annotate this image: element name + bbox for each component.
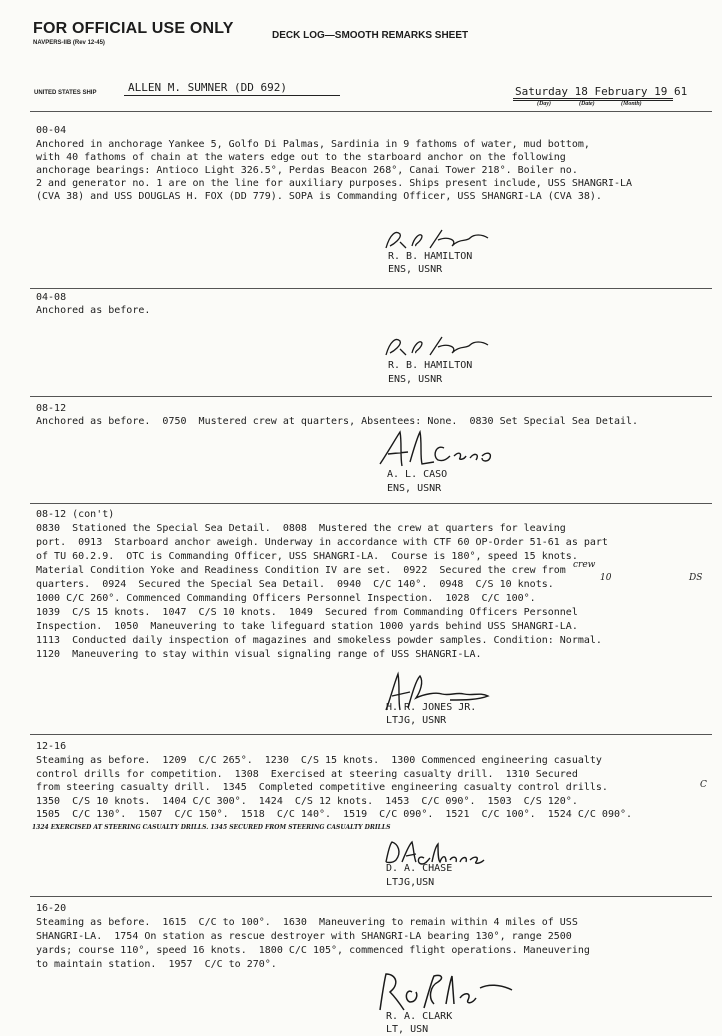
ship-label: UNITED STATES SHIP: [34, 90, 97, 96]
log-line: Steaming as before. 1209 C/C 265°. 1230 C/S 15 knots. 1300 Commenced engineering casualty: [36, 755, 602, 766]
watch-divider: [30, 396, 712, 397]
log-line: from steering casualty drill. 1345 Completed competitive engineering casualty control drills.: [36, 782, 608, 793]
watch-period: 00-04: [36, 125, 67, 136]
caret-mark: C: [700, 780, 707, 790]
log-line: SHANGRI-LA. 1754 On station as rescue destroyer with SHANGRI-LA bearing 130°, range 2500: [36, 931, 572, 942]
log-line: 1505 C/C 130°. 1507 C/C 150°. 1518 C/C 140°. 1519 C/C 090°. 1521 C/C 100°. 1524 C/C 090°.: [36, 809, 633, 820]
handwritten-note: 1324 EXERCISED AT STEERING CASUALTY DRILLS. 1345 SECURED FROM STEERING CASUALTY DRILLS: [32, 824, 391, 831]
watch-period: 08-12 (con't): [36, 509, 115, 520]
log-line: Inspection. 1050 Maneuvering to take lifeguard station 1000 yards behind USS SHANGRI-LA.: [36, 621, 578, 632]
ship-underline: [124, 95, 340, 96]
log-line: with 40 fathoms of chain at the waters edge out to the starboard anchor on the following: [36, 152, 566, 163]
log-line: of TU 60.2.9. OTC is Commanding Officer, USS SHANGRI-LA. Course is 180°, speed 15 knots.: [36, 551, 578, 562]
header-divider: [30, 111, 712, 112]
margin-mark: DS: [689, 573, 703, 583]
log-line: Steaming as before. 1615 C/C to 100°. 1630 Maneuvering to remain within 4 miles of USS: [36, 917, 578, 928]
log-date: Saturday 18 February 19 61: [515, 85, 688, 98]
signer-rank: ENS, USNR: [388, 264, 443, 275]
watch-period: 04-08: [36, 292, 67, 303]
watch-divider: [30, 288, 712, 289]
log-line: 1120 Maneuvering to stay within visual signaling range of USS SHANGRI-LA.: [36, 649, 482, 660]
log-line: Material Condition Yoke and Readiness Condition IV are set. 0922 Secured the crew from: [36, 565, 566, 576]
log-line: Anchored as before.: [36, 305, 151, 316]
official-use-banner: FOR OFFICIAL USE ONLY: [33, 20, 234, 37]
date-caption: (Date): [579, 101, 595, 107]
form-number: NAVPERS-IIB (Rev 12-45): [33, 40, 105, 46]
log-line: anchorage bearings: Antioco Light 326.5°, Perdas Beacon 268°, Canai Tower 218°. Boiler no.: [36, 165, 578, 176]
log-line: 1350 C/S 10 knots. 1404 C/C 300°. 1424 C/S 12 knots. 1453 C/C 090°. 1503 C/S 120°.: [36, 796, 578, 807]
log-line: control drills for competition. 1308 Exercised at steering casualty drill. 1310 Secured: [36, 769, 578, 780]
signature-hamilton-2: [382, 333, 492, 363]
log-line: to maintain station. 1957 C/C to 270°.: [36, 959, 277, 970]
signer-name: A. L. CASO: [387, 469, 448, 480]
signer-name: R. B. HAMILTON: [388, 360, 473, 371]
watch-divider: [30, 503, 712, 504]
signer-rank: LT, USN: [386, 1024, 429, 1035]
log-line: port. 0913 Starboard anchor aweigh. Underway in accordance with CTF 60 OP-Order 51-61 as part: [36, 537, 608, 548]
watch-divider: [30, 734, 712, 735]
log-line: 1113 Conducted daily inspection of magazines and smokeless powder samples. Condition: Normal.: [36, 635, 602, 646]
log-line: (CVA 38) and USS DOUGLAS H. FOX (DD 779). SOPA is Commanding Officer, USS SHANGRI-LA (CVA 38).: [36, 191, 602, 202]
log-line: 1039 C/S 15 knots. 1047 C/S 10 knots. 1049 Secured from Commanding Officers Personnel: [36, 607, 578, 618]
log-line: Anchored as before. 0750 Mustered crew at quarters, Absentees: None. 0830 Set Special Sea Detail.: [36, 416, 639, 427]
signature-caso: [374, 428, 506, 470]
log-line: quarters. 0924 Secured the Special Sea Detail. 0940 C/C 140°. 0948 C/S 10 knots.: [36, 579, 554, 590]
signature-clark: [372, 968, 522, 1014]
signer-name: R. B. HAMILTON: [388, 251, 473, 262]
signer-name: H. R. JONES JR.: [386, 702, 477, 713]
handwritten-insert-speed: 10: [600, 573, 612, 583]
ship-name: ALLEN M. SUMNER (DD 692): [128, 81, 287, 94]
signer-name: R. A. CLARK: [386, 1011, 453, 1022]
watch-period: 08-12: [36, 403, 67, 414]
watch-period: 12-16: [36, 741, 67, 752]
log-line: 2 and generator no. 1 are on the line for auxiliary purposes. Ships present include, USS SHANGRI-LA: [36, 178, 633, 189]
signer-rank: ENS, USNR: [387, 483, 442, 494]
watch-period: 16-20: [36, 903, 67, 914]
log-line: yards; course 110°, speed 16 knots. 1800 C/C 105°, commenced flight operations. Maneuvering: [36, 945, 590, 956]
month-caption: (Month): [621, 101, 642, 107]
watch-divider: [30, 896, 712, 897]
sheet-title: DECK LOG—SMOOTH REMARKS SHEET: [272, 30, 469, 41]
signer-rank: LTJG,USN: [386, 877, 435, 888]
log-line: 0830 Stationed the Special Sea Detail. 0808 Mustered the crew at quarters for leaving: [36, 523, 566, 534]
date-underline: [513, 98, 673, 99]
signer-rank: ENS, USNR: [388, 374, 443, 385]
log-line: Anchored in anchorage Yankee 5, Golfo Di Palmas, Sardinia in 9 fathoms of water, mud bottom,: [36, 139, 590, 150]
log-line: 1000 C/C 260°. Commenced Commanding Officers Personnel Inspection. 1028 C/C 100°.: [36, 593, 536, 604]
handwritten-insert-crew: crew: [573, 560, 596, 570]
signer-rank: LTJG, USNR: [386, 715, 447, 726]
signer-name: D. A. CHASE: [386, 863, 453, 874]
day-caption: (Day): [537, 101, 551, 107]
